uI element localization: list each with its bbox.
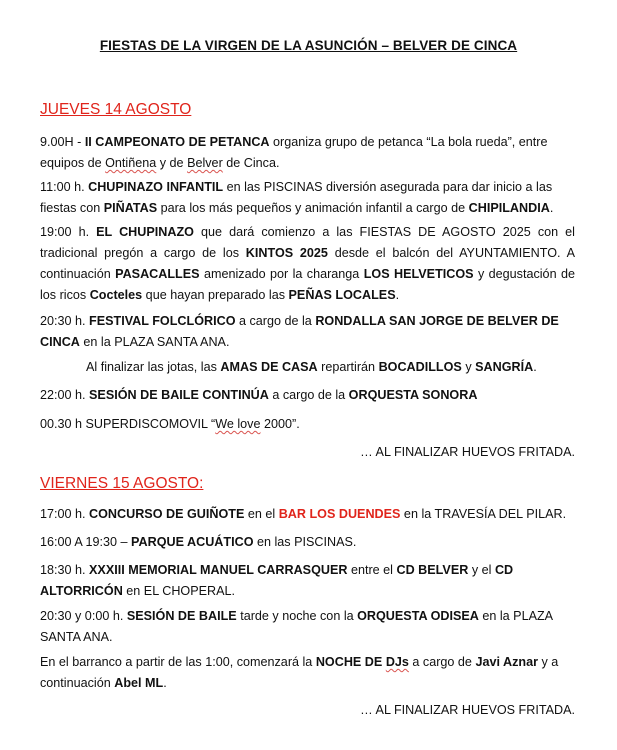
event-chupinazo: 19:00 h. EL CHUPINAZO que dará comienzo a las FIESTAS DE AGOSTO 2025 con el tradicional pregón a cargo de los KINTOS 2025 desde el balcón del AYUNTAMIENTO. A continuación PASACALLES amenizado por la charanga LOS HELVETICOS y degustación de los ricos Cocteles que hayan preparado las PEÑAS LOCALES. [40, 225, 575, 302]
event-sesion-baile-odisea: 20:30 y 0:00 h. SESIÓN DE BAILE tarde y noche con la ORQUESTA ODISEA en la PLAZA SANTA ANA. [40, 609, 553, 644]
event-chupinazo-infantil: 11:00 h. CHUPINAZO INFANTIL en las PISCINAS diversión asegurada para dar inicio a las fiestas con PIÑATAS para los más pequeños y animación infantil a cargo de CHIPILANDIA. [40, 180, 554, 215]
event-sesion-baile: 22:00 h. SESIÓN DE BAILE CONTINÚA a cargo de la ORQUESTA SONORA [40, 388, 478, 402]
event-parque-acuatico: 16:00 A 19:30 – PARQUE ACUÁTICO en las PISCINAS. [40, 535, 357, 549]
closing-line-friday: … AL FINALIZAR HUEVOS FRITADA. [360, 703, 575, 717]
event-superdiscomovil: 00.30 h SUPERDISCOMOVIL “We love 2000”. [40, 417, 300, 431]
event-amas-de-casa: Al finalizar las jotas, las AMAS DE CASA repartirán BOCADILLOS y SANGRÍA. [86, 360, 537, 374]
page-title: FIESTAS DE LA VIRGEN DE LA ASUNCIÓN – BELVER DE CINCA [99, 38, 518, 53]
day-heading-thursday: JUEVES 14 AGOSTO [40, 101, 192, 118]
event-guinote: 17:00 h. CONCURSO DE GUIÑOTE en el BAR LOS DUENDES en la TRAVESÍA DEL PILAR. [40, 507, 567, 521]
event-memorial: 18:30 h. XXXIII MEMORIAL MANUEL CARRASQUER entre el CD BELVER y el CD ALTORRICÓN en EL CHOPERAL. [40, 563, 514, 598]
closing-line-thursday: … AL FINALIZAR HUEVOS FRITADA. [360, 445, 575, 459]
event-petanca: 9.00H - II CAMPEONATO DE PETANCA organiza grupo de petanca “La bola rueda”, entre equipos de Ontiñena y de Belver de Cinca. [40, 135, 548, 170]
day-heading-friday: VIERNES 15 AGOSTO: [40, 475, 204, 492]
event-noche-djs: En el barranco a partir de las 1:00, comenzará la NOCHE DE DJs a cargo de Javi Aznar y a continuación Abel ML. [40, 655, 559, 690]
event-festival-folclorico: 20:30 h. FESTIVAL FOLCLÓRICO a cargo de la RONDALLA SAN JORGE DE BELVER DE CINCA en la PLAZA SANTA ANA. [40, 314, 559, 349]
